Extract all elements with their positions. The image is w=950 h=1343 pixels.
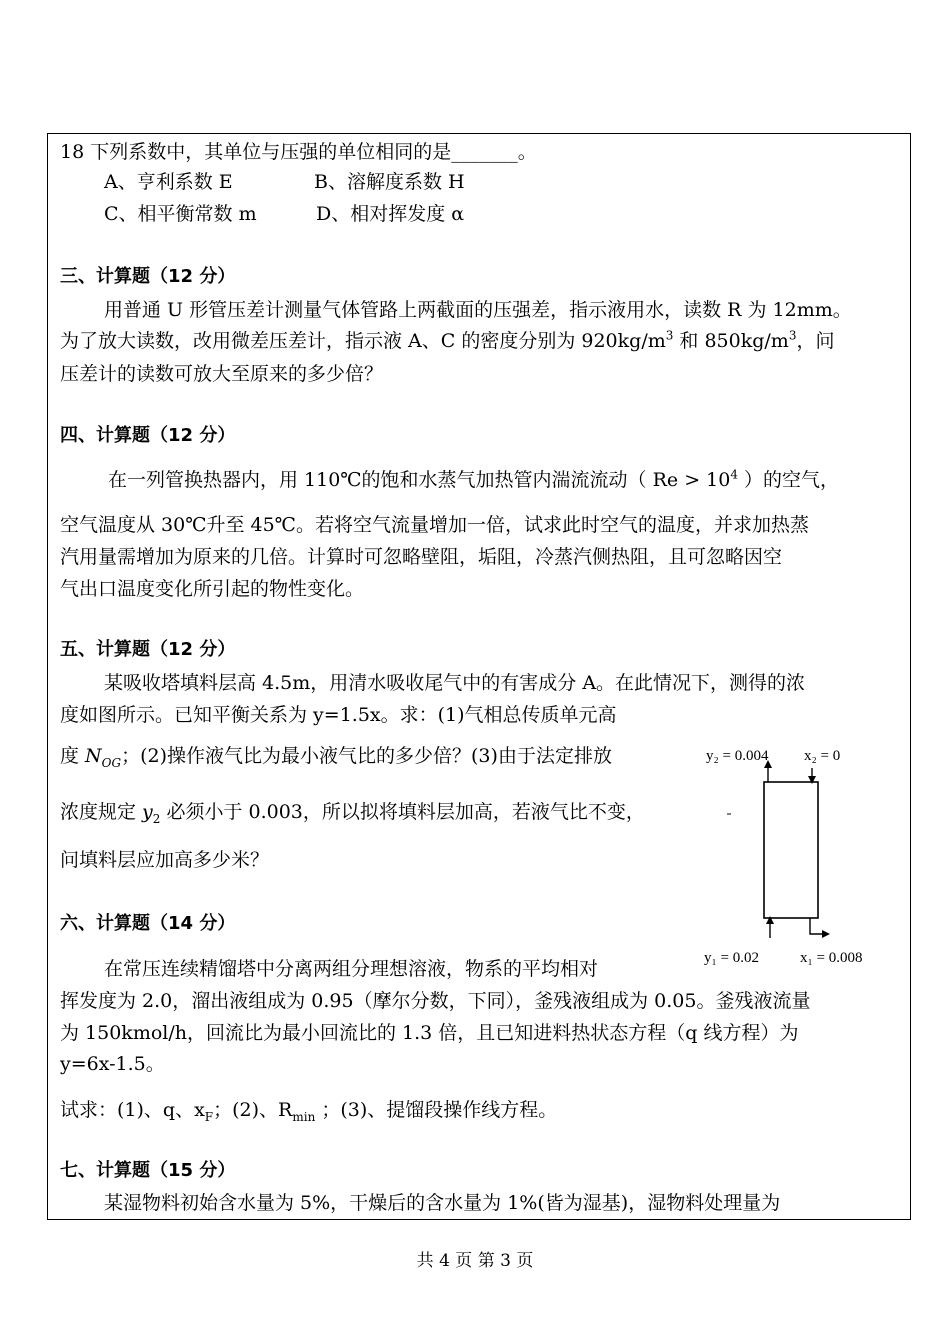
q18-option-b: B、溶解度系数 H <box>314 171 465 193</box>
section-3-heading: 三、计算题（12 分） <box>60 266 236 287</box>
q18-option-c: C、相平衡常数 m <box>104 203 257 225</box>
absorption-tower-figure <box>700 738 890 978</box>
section-3-line-3: 压差计的读数可放大至原来的多少倍？ <box>60 363 384 385</box>
q18-option-d: D、相对挥发度 α <box>316 203 465 225</box>
q18-option-a: A、亨利系数 E <box>104 171 233 193</box>
section-4-line-1: 在一列管换热器内，用 110℃的饱和水蒸气加热管内湍流流动（ $Re > 10^4$ ）的空气， <box>108 467 840 491</box>
section-5-line-3: 度 $N_{OG}$；(2)操作液气比为最小液气比的多少倍？(3)由于法定排放 <box>60 745 612 770</box>
section-6-line-3: 为 150kmol/h，回流比为最小回流比的 1.3 倍，且已知进料热状态方程（q 线方程）为 <box>60 1022 799 1044</box>
section-5-line-2: 度如图所示。已知平衡关系为 y=1.5x。求：(1)气相总传质单元高 <box>60 704 617 726</box>
section-4-heading: 四、计算题（12 分） <box>60 425 236 446</box>
section-7-heading: 七、计算题（15 分） <box>60 1160 236 1181</box>
section-6-line-4: y=6x-1.5。 <box>60 1053 165 1075</box>
section-4-line-2: 空气温度从 30℃升至 45℃。若将空气流量增加一倍，试求此时空气的温度，并求加热蒸 <box>60 514 809 536</box>
section-5-line-1: 某吸收塔填料层高 4.5m，用清水吸收尾气中的有害成分 A。在此情况下，测得的浓 <box>104 672 806 694</box>
label-y1: y₁ = 0.02 <box>704 950 759 966</box>
section-6-line-5: 试求：(1)、q、$x_F$；(2)、$R_{min}$ ；(3)、提馏段操作线方程。 <box>60 1099 558 1124</box>
label-y2: y₂ = 0.004 <box>706 748 769 764</box>
label-x1: x₁ = 0.008 <box>800 950 863 966</box>
section-5-line-4: 浓度规定 $y_2$ 必须小于 0.003，所以拟将填料层加高，若液气比不变， <box>60 801 645 826</box>
tower-diagram <box>700 738 890 978</box>
liquid-outlet-arrow <box>822 930 830 938</box>
section-6-line-1: 在常压连续精馏塔中分离两组分理想溶液，物系的平均相对 <box>104 958 599 980</box>
tower-column <box>764 782 818 918</box>
section-6-line-2: 挥发度为 2.0，溜出液组成为 0.95（摩尔分数，下同），釜残液组成为 0.05。釜残液流量 <box>60 990 811 1012</box>
section-5-line-5: 问填料层应加高多少米？ <box>60 849 270 871</box>
q18-stem: 18 下列系数中，其单位与压强的单位相同的是_______。 <box>60 141 537 163</box>
section-6-heading: 六、计算题（14 分） <box>60 913 236 934</box>
section-4-line-3: 汽用量需增加为原来的几倍。计算时可忽略壁阻，垢阻，冷蒸汽侧热阻，且可忽略因空 <box>60 546 783 568</box>
section-4-line-4: 气出口温度变化所引起的物性变化。 <box>60 578 365 600</box>
section-3-line-1: 用普通 U 形管压差计测量气体管路上两截面的压强差，指示液用水，读数 R 为 12mm。 <box>104 299 852 321</box>
section-7-line-1: 某湿物料初始含水量为 5%，干燥后的含水量为 1%(皆为湿基)，湿物料处理量为 <box>104 1192 781 1214</box>
section-5-heading: 五、计算题（12 分） <box>60 639 236 660</box>
section-3-line-2: 为了放大读数，改用微差压差计，指示液 A、C 的密度分别为 $920kg/m^3$ 和 $850kg/m^3$，问 <box>60 328 835 352</box>
label-x2: x₂ = 0 <box>804 748 841 764</box>
page-footer: 共 4 页 第 3 页 <box>416 1251 534 1271</box>
